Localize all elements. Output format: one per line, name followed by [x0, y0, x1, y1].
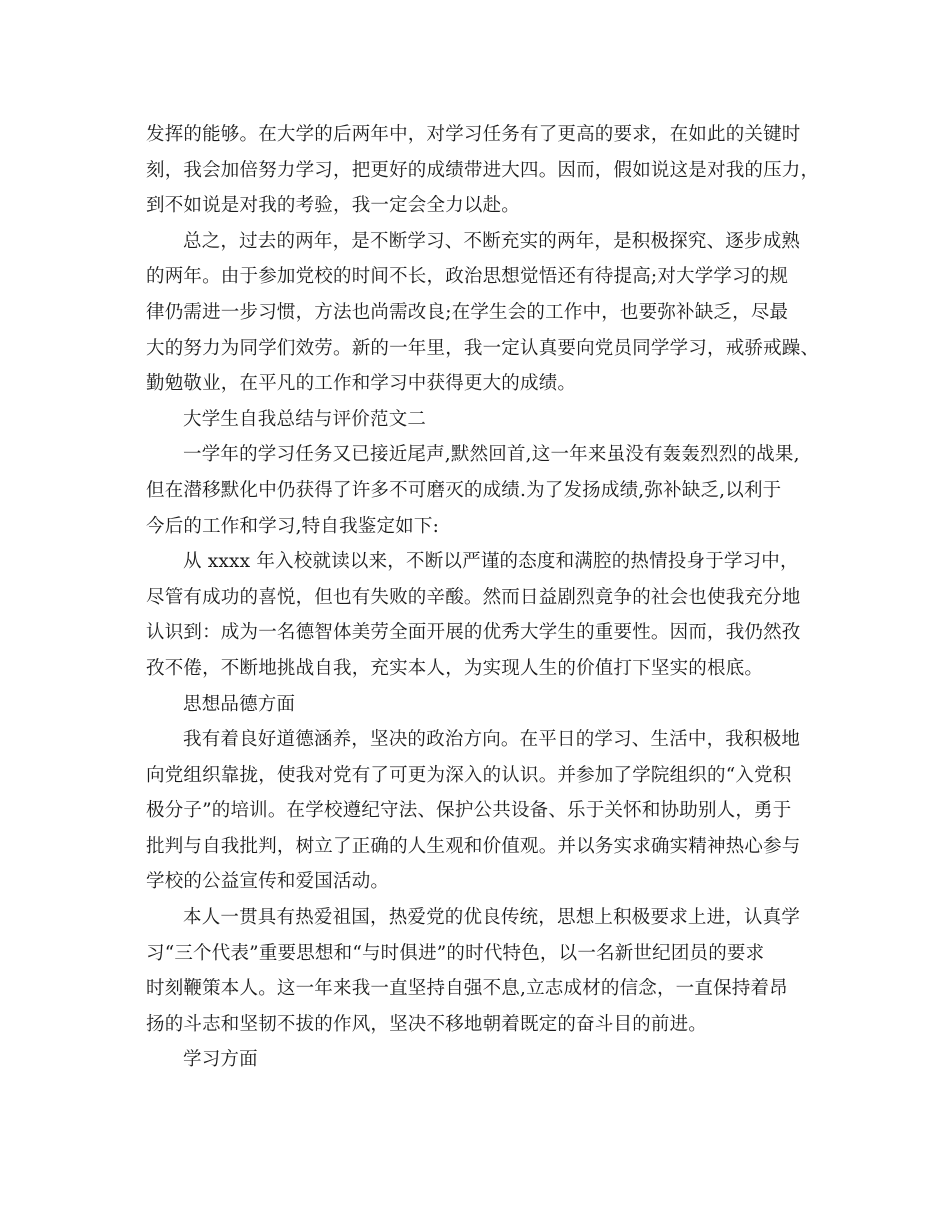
paragraph-line: 习“三个代表”重要思想和“与时俱进”的时代特色，以一名新世纪团员的要求 — [146, 942, 765, 964]
paragraph-line: 今后的工作和学习,特自我鉴定如下: — [146, 515, 440, 537]
paragraph-line: 学校的公益宣传和爱国活动。 — [146, 871, 390, 893]
paragraph-first-line: 本人一贯具有热爱祖国，热爱党的优良传统，思想上积极要求上进，认真学 — [183, 907, 801, 929]
paragraph-line: 时刻鞭策本人。这一年来我一直坚持自强不息,立志成材的信念，一直保持着昂 — [146, 978, 788, 1000]
paragraph-first-line: 大学生自我总结与评价范文二 — [183, 408, 427, 430]
paragraph-line: 律仍需进一步习惯，方法也尚需改良;在学生会的工作中，也要弥补缺乏，尽最 — [146, 301, 789, 323]
paragraph-first-line: 思想品德方面 — [183, 693, 296, 715]
paragraph-first-line: 从 xxxx 年入校就读以来，不断以严谨的态度和满腔的热情投身于学习中， — [183, 551, 799, 573]
paragraph-first-line: 我有着良好道德涵养，坚决的政治方向。在平日的学习、生活中，我积极地 — [183, 729, 801, 751]
paragraph-first-line: 总之，过去的两年，是不断学习、不断充实的两年，是积极探究、逐步成熟 — [183, 230, 801, 252]
paragraph-line: 极分子”的培训。在学校遵纪守法、保护公共设备、乐于关怀和协助别人，勇于 — [146, 800, 792, 822]
paragraph-line: 认识到：成为一名德智体美劳全面开展的优秀大学生的重要性。因而，我仍然孜 — [146, 622, 801, 644]
paragraph-line: 孜不倦，不断地挑战自我，充实本人，为实现人生的价值打下坚实的根底。 — [146, 657, 764, 679]
paragraph-line: 刻，我会加倍努力学习，把更好的成绩带进大四。因而，假如说这是对我的压力， — [146, 159, 820, 181]
paragraph-line: 但在潜移默化中仍获得了许多不可磨灭的成绩.为了发扬成绩,弥补缺乏,以利于 — [146, 479, 782, 501]
document-body — [146, 117, 820, 1078]
paragraph-first-line: 学习方面 — [183, 1049, 258, 1071]
paragraph-line: 向党组织靠拢，使我对党有了可更为深入的认识。并参加了学院组织的“入党积 — [146, 764, 792, 786]
paragraph-line: 勤勉敬业，在平凡的工作和学习中获得更大的成绩。 — [146, 373, 577, 395]
paragraph-line: 的两年。由于参加党校的时间不长，政治思想觉悟还有待提高;对大学学习的规 — [146, 266, 789, 288]
paragraph-line: 扬的斗志和坚韧不拔的作风，坚决不移地朝着既定的奋斗目的前进。 — [146, 1013, 708, 1035]
paragraph-line: 到不如说是对我的考验，我一定会全力以赴。 — [146, 195, 521, 217]
paragraph-line: 批判与自我批判，树立了正确的人生观和价值观。并以务实求确实精神热心参与 — [146, 835, 801, 857]
paragraph-line: 尽管有成功的喜悦，但也有失败的辛酸。然而日益剧烈竟争的社会也使我充分地 — [146, 586, 801, 608]
paragraph-first-line: 一学年的学习任务又已接近尾声,默然回首,这一年来虽没有轰轰烈烈的战果, — [183, 444, 800, 466]
paragraph-line: 发挥的能够。在大学的后两年中，对学习任务有了更高的要求，在如此的关键时 — [146, 124, 801, 145]
paragraph-line: 大的努力为同学们效劳。新的一年里，我一定认真要向党员同学学习，戒骄戒躁、 — [146, 337, 820, 359]
